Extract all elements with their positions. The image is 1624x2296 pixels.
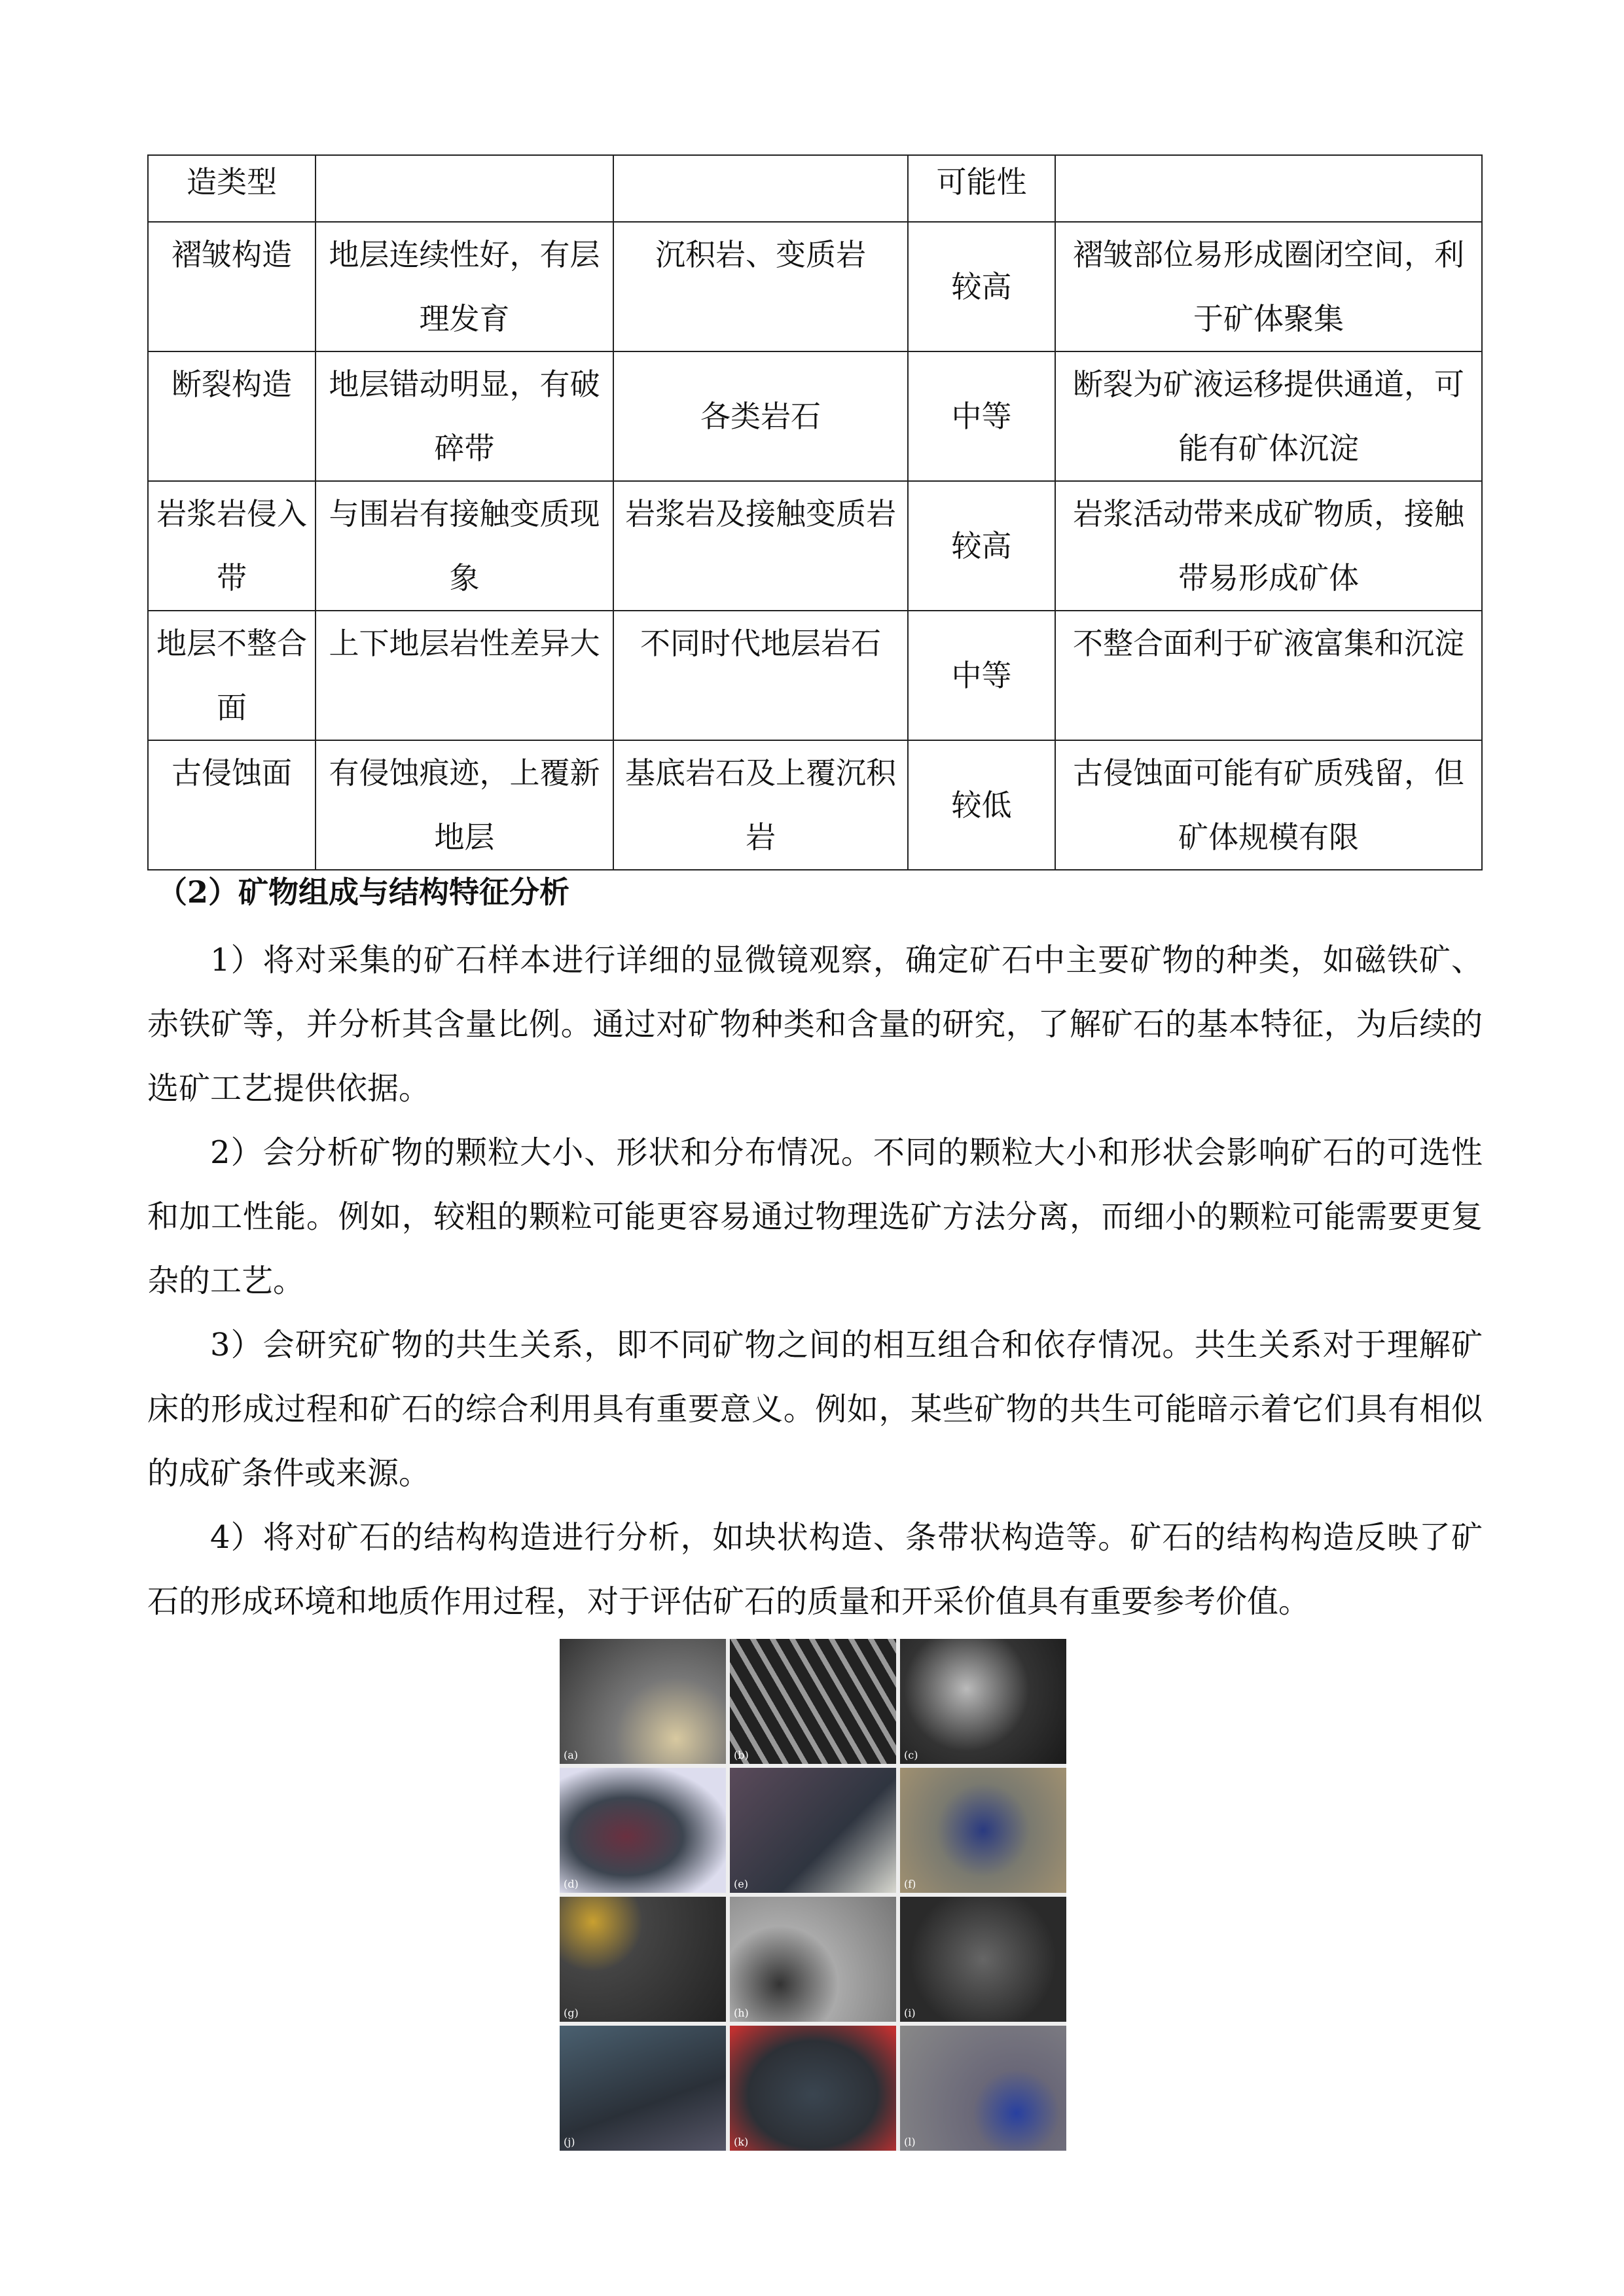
header-cell xyxy=(1055,155,1482,222)
photo-label: (d) xyxy=(564,1878,579,1890)
paragraph: 4）将对矿石的结构构造进行分析，如块状构造、条带状构造等。矿石的结构构造反映了矿石的形成环境和地质作用过程，对于评估矿石的质量和开采价值具有重要参考价值。 xyxy=(147,1519,1483,1620)
paragraph: 1）将对采集的矿石样本进行详细的显微镜观察，确定矿石中主要矿物的种类，如磁铁矿、赤铁矿等，并分析其含量比例。通过对矿物种类和含量的研究，了解矿石的基本特征，为后续的选矿工艺提供依据。 xyxy=(147,942,1483,1107)
likelihood-cell: 较高 xyxy=(908,222,1055,351)
photo-label: (h) xyxy=(734,2007,749,2019)
type-cell: 古侵蚀面 xyxy=(148,740,316,870)
photo-label: (c) xyxy=(904,1749,918,1761)
note-cell: 不整合面利于矿液富集和沉淀 xyxy=(1055,611,1482,740)
table-header-row xyxy=(148,155,1482,222)
type-cell: 断裂构造 xyxy=(148,351,316,481)
photo-label: (j) xyxy=(564,2136,575,2148)
table-row xyxy=(148,222,1482,351)
rock-cell: 沉积岩、变质岩 xyxy=(613,222,908,351)
micrograph-photo xyxy=(560,1897,726,2022)
likelihood-cell: 中等 xyxy=(908,351,1055,481)
rock-cell: 各类岩石 xyxy=(613,351,908,481)
likelihood-cell: 中等 xyxy=(908,611,1055,740)
note-cell: 古侵蚀面可能有矿质残留，但矿体规模有限 xyxy=(1055,740,1482,870)
table-row xyxy=(148,611,1482,740)
feature-cell: 地层错动明显，有破碎带 xyxy=(316,351,613,481)
header-cell xyxy=(316,155,613,222)
specimen-photo xyxy=(900,1768,1066,1893)
ore-photo-grid xyxy=(560,1639,1066,2151)
table-row xyxy=(148,351,1482,481)
feature-cell: 地层连续性好，有层理发育 xyxy=(316,222,613,351)
micrograph-photo xyxy=(730,1897,896,2022)
specimen-photo xyxy=(900,2026,1066,2151)
note-cell: 岩浆活动带来成矿物质，接触带易形成矿体 xyxy=(1055,481,1482,611)
note-cell: 断裂为矿液运移提供通道，可能有矿体沉淀 xyxy=(1055,351,1482,481)
paragraph: 3）会研究矿物的共生关系，即不同矿物之间的相互组合和依存情况。共生关系对于理解矿床的形成过程和矿石的综合利用具有重要意义。例如，某些矿物的共生可能暗示着它们具有相似的成矿条件或来源。 xyxy=(147,1327,1483,1492)
header-cell: 造类型 xyxy=(148,155,316,222)
type-cell: 褶皱构造 xyxy=(148,222,316,351)
feature-cell: 有侵蚀痕迹，上覆新地层 xyxy=(316,740,613,870)
type-cell: 岩浆岩侵入带 xyxy=(148,481,316,611)
note-cell: 褶皱部位易形成圈闭空间，利于矿体聚集 xyxy=(1055,222,1482,351)
specimen-photo xyxy=(730,2026,896,2151)
photo-label: (e) xyxy=(734,1878,748,1890)
feature-cell: 上下地层岩性差异大 xyxy=(316,611,613,740)
type-cell: 地层不整合面 xyxy=(148,611,316,740)
photo-label: (k) xyxy=(734,2136,749,2148)
paragraph: 2）会分析矿物的颗粒大小、形状和分布情况。不同的颗粒大小和形状会影响矿石的可选性和加工性能。例如，较粗的颗粒可能更容易通过物理选矿方法分离，而细小的颗粒可能需要更复杂的工艺。 xyxy=(147,1134,1483,1299)
rock-cell: 岩浆岩及接触变质岩 xyxy=(613,481,908,611)
likelihood-cell: 较高 xyxy=(908,481,1055,611)
specimen-photo xyxy=(560,1768,726,1893)
photo-label: (b) xyxy=(734,1749,749,1761)
section-heading: （2）矿物组成与结构特征分析 xyxy=(157,874,570,910)
photo-label: (l) xyxy=(904,2136,916,2148)
photo-label: (i) xyxy=(904,2007,916,2019)
micrograph-photo xyxy=(900,1639,1066,1764)
rock-cell: 基底岩石及上覆沉积岩 xyxy=(613,740,908,870)
micrograph-photo xyxy=(900,1897,1066,2022)
likelihood-cell: 较低 xyxy=(908,740,1055,870)
specimen-photo xyxy=(730,1768,896,1893)
structure-table xyxy=(147,154,1483,870)
header-cell: 可能性 xyxy=(908,155,1055,222)
photo-label: (f) xyxy=(904,1878,916,1890)
table-row xyxy=(148,740,1482,870)
rock-cell: 不同时代地层岩石 xyxy=(613,611,908,740)
header-cell xyxy=(613,155,908,222)
photo-label: (g) xyxy=(564,2007,579,2019)
body-text xyxy=(147,928,1483,1634)
micrograph-photo xyxy=(730,1639,896,1764)
table-row xyxy=(148,481,1482,611)
specimen-photo xyxy=(560,2026,726,2151)
micrograph-photo xyxy=(560,1639,726,1764)
photo-label: (a) xyxy=(564,1749,579,1761)
feature-cell: 与围岩有接触变质现象 xyxy=(316,481,613,611)
